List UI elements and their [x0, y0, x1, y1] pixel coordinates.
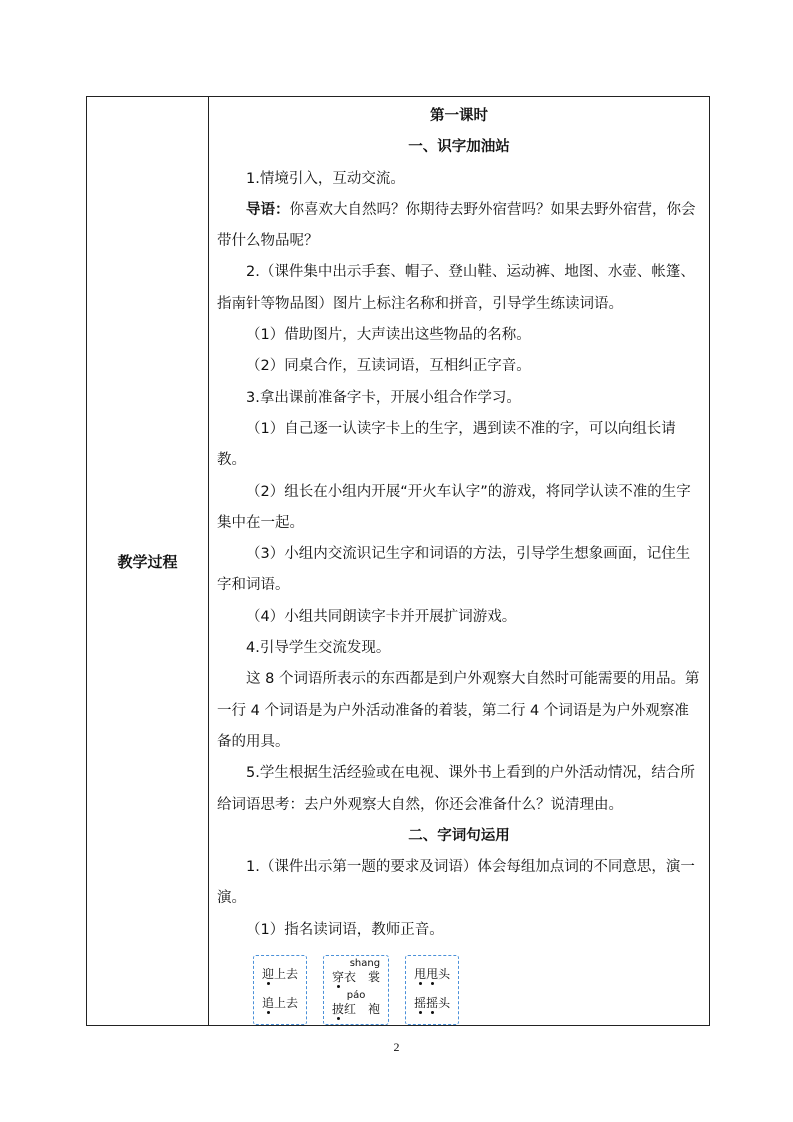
paragraph-3: 3.拿出课前准备字卡，开展小组合作学习。 [246, 389, 521, 406]
paragraph-2: 2.（课件集中出示手套、帽子、登山鞋、运动裤、地图、水壶、帐篷、指南针等物品图）图片上标注名称和拼音，引导学生练读词语。 [217, 264, 695, 312]
question-1-1: （1）指名读词语，教师正音。 [246, 921, 444, 938]
section-content-cell [209, 97, 710, 1026]
dotted-char: 披 [332, 1002, 345, 1017]
word-box-1 [253, 955, 307, 1025]
word-rest: 头 [438, 996, 451, 1011]
dotted-char: 迎 [262, 967, 275, 982]
paragraph-2-1: （1）借助图片，大声读出这些物品的名称。 [246, 327, 531, 344]
dotted-char: 摇 [414, 996, 427, 1011]
paragraph-5: 5.学生根据生活经验或在电视、课外书上看到的户外活动情况，结合所给词语思考：去户外观察大自然，你还会准备什么？说清理由。 [217, 765, 695, 813]
question-1: 1.（课件出示第一题的要求及词语）体会每组加点词的不同意思，演一演。 [217, 859, 695, 907]
paragraph-3-4: （4）小组共同朗读字卡并开展扩词游戏。 [246, 608, 517, 625]
word-boxes [217, 955, 701, 1025]
paragraph-4-text: 这 8 个词语所表示的东西都是到户外观察大自然时可能需要的用品。第一行 4 个词语是为户外活动准备的着装，第二行 4 个词语是为户外观察准备的用具。 [217, 671, 700, 750]
dotted-char: 穿 [332, 970, 345, 985]
word-rest: 上去 [274, 996, 299, 1011]
paragraph-1: 1.情境引入，互动交流。 [246, 170, 405, 187]
word-rest: 衣 裳 [344, 970, 381, 985]
paragraph-3-1: （1）自己逐一认读字卡上的生字，遇到读不准的字，可以向组长请教。 [217, 420, 676, 469]
pinyin-annotation: shang [349, 958, 381, 970]
word-rest: 头 [438, 967, 451, 982]
guide-label: 导语： [246, 201, 290, 218]
word-item [414, 995, 450, 1012]
part2-heading: 二、字词句运用 [408, 827, 510, 844]
word-item [262, 966, 298, 983]
page-number: 2 [393, 1040, 400, 1054]
word-item [414, 966, 450, 983]
word-item [332, 1001, 380, 1018]
lesson-title: 第一课时 [430, 108, 488, 124]
paragraph-3-3: （3）小组内交流识记生字和词语的方法，引导学生想象画面，记住生字和词语。 [217, 546, 691, 594]
pinyin-annotation: páo [346, 990, 366, 1002]
guide-paragraph [217, 195, 701, 258]
dotted-char: 甩 [414, 967, 427, 982]
word-rest: 上去 [274, 967, 299, 982]
word-item [262, 995, 298, 1012]
guide-text: 你喜欢大自然吗？你期待去野外宿营吗？如果去野外宿营，你会带什么物品呢？ [217, 201, 696, 250]
dotted-char: 摇 [426, 996, 439, 1011]
word-item [332, 969, 380, 986]
lesson-plan-table [86, 96, 710, 1026]
section-label: 教学过程 [117, 552, 178, 571]
word-box-3 [405, 955, 459, 1025]
paragraph-4: 4.引导学生交流发现。 [246, 640, 391, 657]
dotted-char: 甩 [426, 967, 439, 982]
paragraph-3-2: （2）组长在小组内开展“开火车认字”的游戏，将同学认读不准的生字集中在一起。 [217, 483, 691, 531]
part1-heading: 一、识字加油站 [408, 139, 510, 156]
word-box-2 [323, 955, 389, 1025]
dotted-char: 追 [262, 996, 275, 1011]
lesson-content [209, 97, 709, 1025]
word-rest: 红 袍 [344, 1002, 381, 1017]
section-label-cell [87, 97, 209, 1026]
paragraph-2-2: （2）同桌合作，互读词语，互相纠正字音。 [246, 358, 531, 375]
